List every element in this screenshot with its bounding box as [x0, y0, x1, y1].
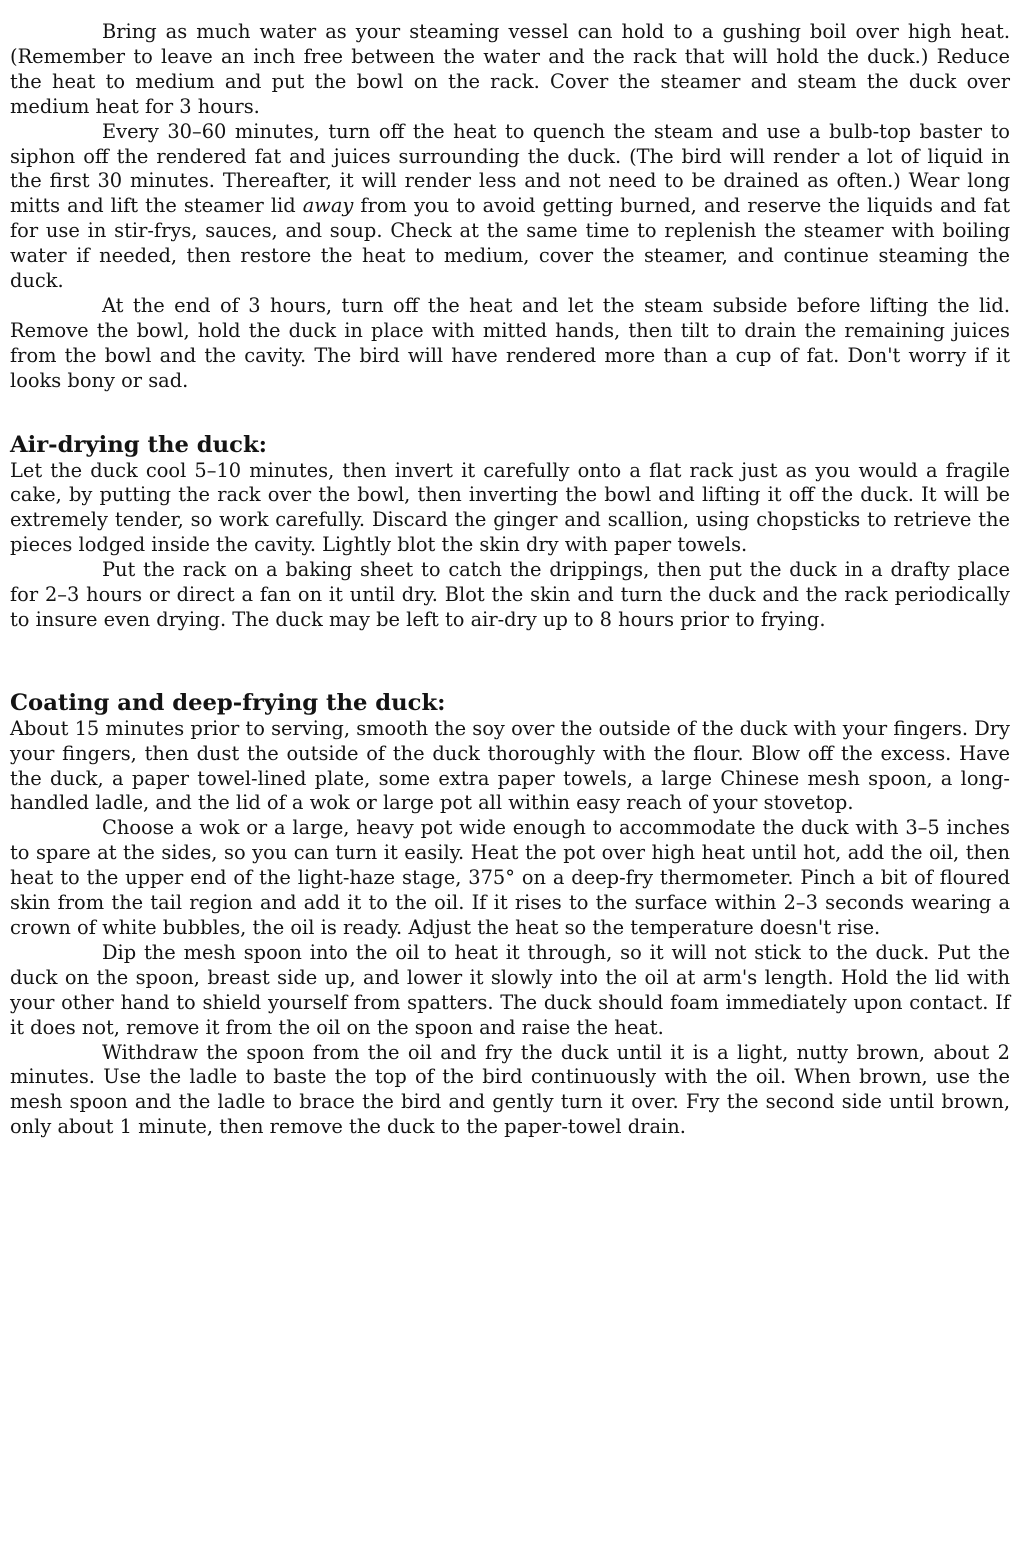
paragraph: At the end of 3 hours, turn off the heat and let the steam subside before lifting the lid. Remove the bowl, hold the duck in place with mitted hands, then tilt to drain the remaining juices from the bowl and the cavity. The bird will have rendered more than a cup of fat. Don't worry if it looks bony or sad.: [10, 293, 1010, 392]
section-heading: Air-drying the duck:: [10, 431, 268, 458]
emphasis: away: [302, 194, 354, 218]
paragraph: Every 30–60 minutes, turn off the heat to quench the steam and use a bulb-top baster to siphon off the rendered fat and juices surrounding the duck. (The bird will render a lot of liquid in the first 30 minutes. Thereafter, it will render less and not need to be drained as often.) Wear long mitts and lift the steamer lid away from you to avoid getting burned, and reserve the liquids and fat for use in stir-frys, sauces, and soup. Check at the same time to replenish the steamer with boiling water if needed, then restore the heat to medium, cover the steamer, and continue steaming the duck.: [10, 119, 1010, 293]
air-drying-section: [10, 433, 1010, 633]
paragraph: Choose a wok or a large, heavy pot wide enough to accommodate the duck with 3–5 inches to spare at the sides, so you can turn it easily. Heat the pot over high heat until hot, add the oil, then heat to the upper end of the light-haze stage, 375° on a deep-fry thermometer. Pinch a bit of floured skin from the tail region and add it to the oil. If it rises to the surface within 2–3 seconds wearing a crown of white bubbles, the oil is ready. Adjust the heat so the temperature doesn't rise.: [10, 816, 1010, 939]
paragraph: Put the rack on a baking sheet to catch the drippings, then put the duck in a drafty place for 2–3 hours or direct a fan on it until dry. Blot the skin and turn the duck and the rack periodically to insure even drying. The duck may be left to air-dry up to 8 hours prior to frying.: [10, 558, 1010, 631]
paragraph: Bring as much water as your steaming vessel can hold to a gushing boil over high heat. (Remember to leave an inch free between the water and the rack that will hold the duck.) Reduce the heat to medium and put the bowl on the rack. Cover the steamer and steam the duck over medium heat for 3 hours.: [10, 20, 1010, 118]
paragraph: Withdraw the spoon from the oil and fry the duck until it is a light, nutty brown, about 2 minutes. Use the ladle to baste the top of the bird continuously with the oil. When brown, use the mesh spoon and the ladle to brace the bird and gently turn it over. Fry the second side until brown, only about 1 minute, then remove the duck to the paper-towel drain.: [10, 1040, 1010, 1139]
steaming-section: [10, 20, 1010, 394]
deep-frying-section: [10, 691, 1010, 1140]
paragraph: About 15 minutes prior to serving, smooth the soy over the outside of the duck with your fingers. Dry your fingers, then dust the outside of the duck thoroughly with the flour. Blow off the excess. Have the duck, a paper towel-lined plate, some extra paper towels, a large Chinese mesh spoon, a long-handled ladle, and the lid of a wok or large pot all within easy reach of your stovetop.: [10, 716, 1010, 815]
section-heading: Coating and deep-frying the duck:: [10, 689, 446, 716]
paragraph: Dip the mesh spoon into the oil to heat it through, so it will not stick to the duck. Put the duck on the spoon, breast side up, and lower it slowly into the oil at arm's length. Hold the lid with your other hand to shield yourself from spatters. The duck should foam immediately upon contact. If it does not, remove it from the oil on the spoon and raise the heat.: [10, 940, 1010, 1039]
paragraph: Let the duck cool 5–10 minutes, then invert it carefully onto a flat rack just as you would a fragile cake, by putting the rack over the bowl, then inverting the bowl and lifting it off the duck. It will be extremely tender, so work carefully. Discard the ginger and scallion, using chopsticks to retrieve the pieces lodged inside the cavity. Lightly blot the skin dry with paper towels.: [10, 458, 1010, 557]
